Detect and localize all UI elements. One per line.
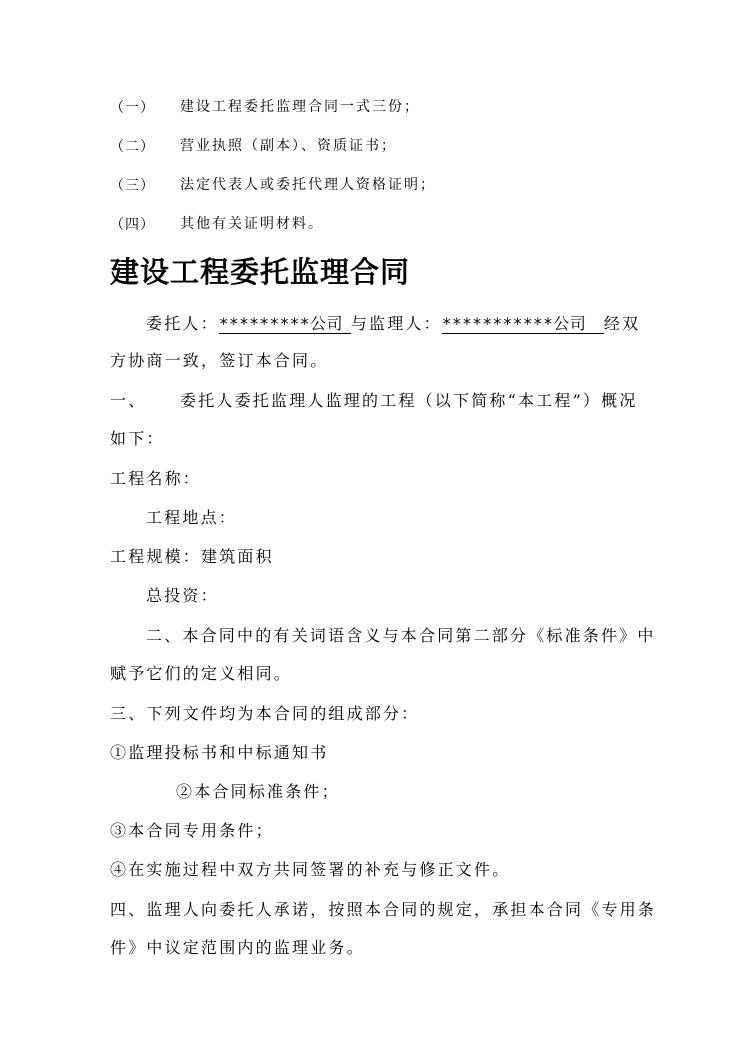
parties-line — [146, 314, 640, 334]
clause-3-item-4: ④在实施过程中双方共同签署的补充与修正文件。 — [110, 860, 511, 879]
clause-3-item-2: ②本合同标准条件； — [176, 782, 340, 801]
total-investment-field: 总投资： — [146, 586, 219, 605]
clause-1-line-2: 如下： — [110, 429, 165, 448]
attachment-4-text: 其他有关证明材料。 — [180, 216, 324, 232]
clause-1-line-1: 委托人委托监理人监理的工程（以下简称“本工程”）概况 — [180, 391, 638, 410]
clause-3-item-3: ③本合同专用条件； — [110, 821, 274, 840]
supervisor-label: 与监理人： — [350, 314, 442, 333]
supervisor-value: ***********公司 — [442, 315, 604, 334]
attachment-2-text: 营业执照（副本）、资质证书； — [180, 138, 397, 154]
clause-3-item-1: ①监理投标书和中标通知书 — [110, 743, 329, 762]
parties-tail: 经双 — [603, 314, 641, 333]
project-scale-field: 工程规模：建筑面积 — [110, 547, 274, 566]
clause-4-line-1: 四、监理人向委托人承诺，按照本合同的规定，承担本合同《专用条 — [110, 900, 657, 919]
project-name-field: 工程名称： — [110, 469, 202, 488]
client-label: 委托人： — [146, 314, 219, 333]
attachment-4-number: （四） — [110, 217, 155, 233]
attachment-1-text: 建设工程委托监理合同一式三份； — [180, 99, 420, 115]
attachment-2-number: （二） — [110, 139, 155, 155]
attachment-1-number: （一） — [110, 100, 155, 116]
document-title: 建设工程委托监理合同 — [110, 255, 411, 289]
clause-1-number: 一、 — [110, 391, 147, 410]
clause-4-line-2: 件》中议定范围内的监理业务。 — [110, 938, 365, 957]
clause-2-line-2: 赋予它们的定义相同。 — [110, 664, 293, 683]
attachment-3-number: （三） — [110, 178, 155, 194]
clause-3-heading: 三、下列文件均为本合同的组成部分： — [110, 704, 420, 723]
client-value: *********公司 — [219, 315, 351, 334]
clause-2-line-1: 二、本合同中的有关词语含义与本合同第二部分《标准条件》中 — [146, 626, 656, 645]
parties-line-2: 方协商一致，签订本合同。 — [110, 351, 329, 370]
project-location-field: 工程地点： — [146, 508, 238, 527]
attachment-3-text: 法定代表人或委托代理人资格证明； — [180, 177, 436, 193]
